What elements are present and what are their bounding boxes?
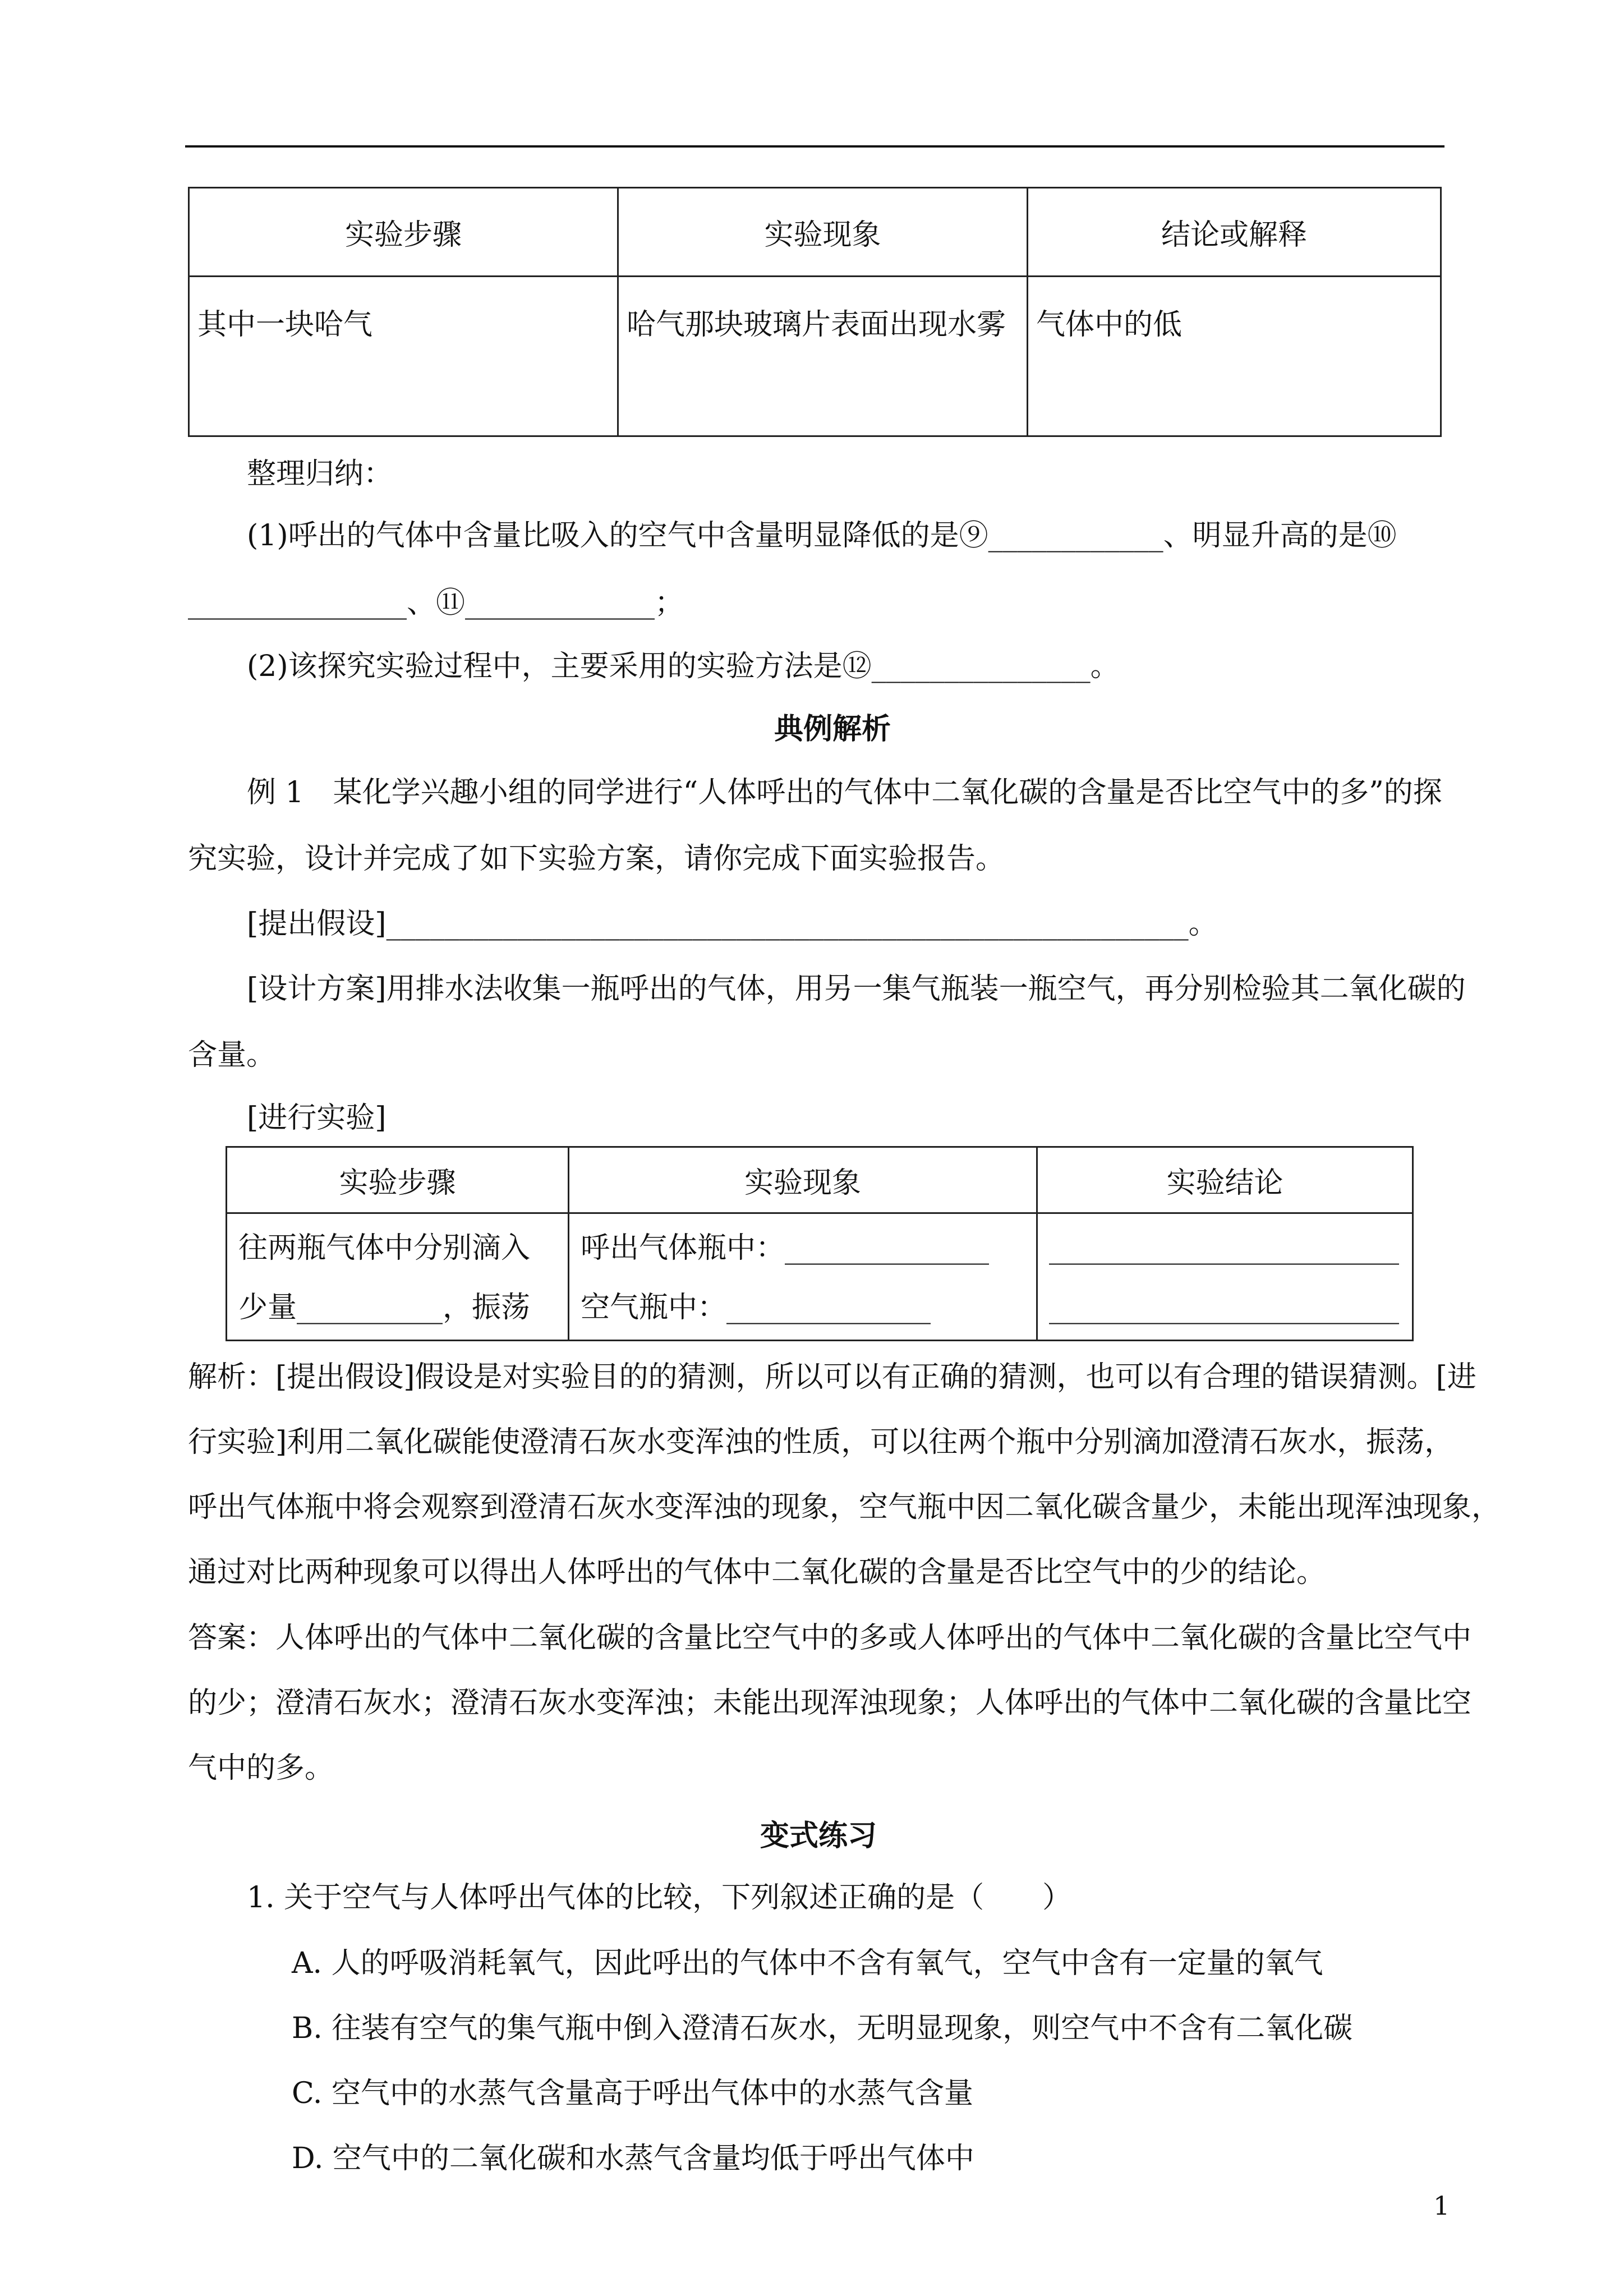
- summary-item-1-line-1: (1)呼出的气体中含量比吸入的空气中含量明显降低的是⑨____________、明显升高的是⑩: [247, 519, 1397, 553]
- question-1-stem: 1. 关于空气与人体呼出气体的比较，下列叙述正确的是（ ）: [247, 1881, 1072, 1915]
- answer-line-2: 的少；澄清石灰水；澄清石灰水变浑浊；未能出现浑浊现象；人体呼出的气体中二氧化碳的含量比空: [188, 1686, 1472, 1720]
- analysis-line-2: 行实验]利用二氧化碳能使澄清石灰水变浑浊的性质，可以往两个瓶中分别滴加澄清石灰水，振荡，: [188, 1425, 1454, 1459]
- table2-cell-conclusion: [1037, 1213, 1413, 1341]
- question-1-option-d: D. 空气中的二氧化碳和水蒸气含量均低于呼出气体中: [292, 2142, 974, 2175]
- table2-header-phenomena: 实验现象: [569, 1147, 1037, 1213]
- answer-line-3: 气中的多。: [188, 1751, 334, 1785]
- example-section-title: 典例解析: [774, 712, 891, 746]
- table1-cell-step: 其中一块哈气: [189, 277, 618, 436]
- analysis-line-3: 呼出气体瓶中将会观察到澄清石灰水变浑浊的现象，空气瓶中因二氧化碳含量少，未能出现浑浊现象，: [188, 1490, 1501, 1524]
- table1-cell-conclusion: 气体中的低: [1028, 277, 1441, 436]
- table1-header-steps: 实验步骤: [189, 188, 618, 277]
- summary-item-1-line-2: _______________、⑪_____________；: [188, 586, 684, 620]
- design-line-1: [设计方案]用排水法收集一瓶呼出的气体，用另一集气瓶装一瓶空气，再分别检验其二氧化碳的: [247, 972, 1466, 1006]
- page-number: 1: [1433, 2191, 1450, 2221]
- question-1-option-c: C. 空气中的水蒸气含量高于呼出气体中的水蒸气含量: [292, 2077, 973, 2110]
- table2-cell-step: [227, 1213, 569, 1341]
- experiment-table-2: [226, 1146, 1414, 1341]
- table2-step-line-1: 往两瓶气体中分别滴入: [238, 1231, 531, 1265]
- experiment-table-1: [188, 187, 1442, 437]
- table2-cell-phenomenon: [569, 1213, 1037, 1341]
- example-line-1: 例 1 某化学兴趣小组的同学进行“人体呼出的气体中二氧化碳的含量是否比空气中的多”的探: [247, 776, 1442, 809]
- table2-step-line-2: 少量__________，振荡: [238, 1291, 531, 1324]
- table2-phenomenon-line-2: 空气瓶中：______________: [581, 1291, 931, 1324]
- question-1-option-a: A. 人的呼吸消耗氧气，因此呼出的气体中不含有氧气，空气中含有一定量的氧气: [292, 1947, 1323, 1980]
- table1-header-phenomena: 实验现象: [618, 188, 1028, 277]
- table2-conclusion-line-2: ________________________: [1049, 1291, 1399, 1324]
- analysis-line-4: 通过对比两种现象可以得出人体呼出的气体中二氧化碳的含量是否比空气中的少的结论。: [188, 1556, 1326, 1589]
- table1-header-conclusion: 结论或解释: [1028, 188, 1441, 277]
- table2-conclusion-line-1: ________________________: [1049, 1231, 1399, 1265]
- question-1-option-b: B. 往装有空气的集气瓶中倒入澄清石灰水，无明显现象，则空气中不含有二氧化碳: [292, 2012, 1353, 2045]
- table2-phenomenon-line-1: 呼出气体瓶中：______________: [581, 1231, 990, 1265]
- practice-section-title: 变式练习: [760, 1819, 877, 1853]
- table2-header-steps: 实验步骤: [227, 1147, 569, 1213]
- example-line-2: 究实验，设计并完成了如下实验方案，请你完成下面实验报告。: [188, 842, 1005, 876]
- summary-item-2: (2)该探究实验过程中，主要采用的实验方法是⑫_______________。: [247, 650, 1120, 683]
- header-rule: [185, 145, 1444, 148]
- answer-line-1: 答案：人体呼出的气体中二氧化碳的含量比空气中的多或人体呼出的气体中二氧化碳的含量比空气中: [188, 1621, 1472, 1655]
- experiment-label: [进行实验]: [247, 1101, 387, 1135]
- analysis-line-1: 解析：[提出假设]假设是对实验目的的猜测，所以可以有正确的猜测，也可以有合理的错误猜测。[进: [188, 1360, 1476, 1394]
- table2-header-conclusion: 实验结论: [1037, 1147, 1413, 1213]
- design-line-2: 含量。: [188, 1038, 276, 1072]
- hypothesis-line: [提出假设]_______________________________________________________。: [247, 907, 1218, 941]
- table1-cell-phenomenon: 哈气那块玻璃片表面出现水雾: [618, 277, 1028, 436]
- summary-title: 整理归纳：: [247, 457, 393, 491]
